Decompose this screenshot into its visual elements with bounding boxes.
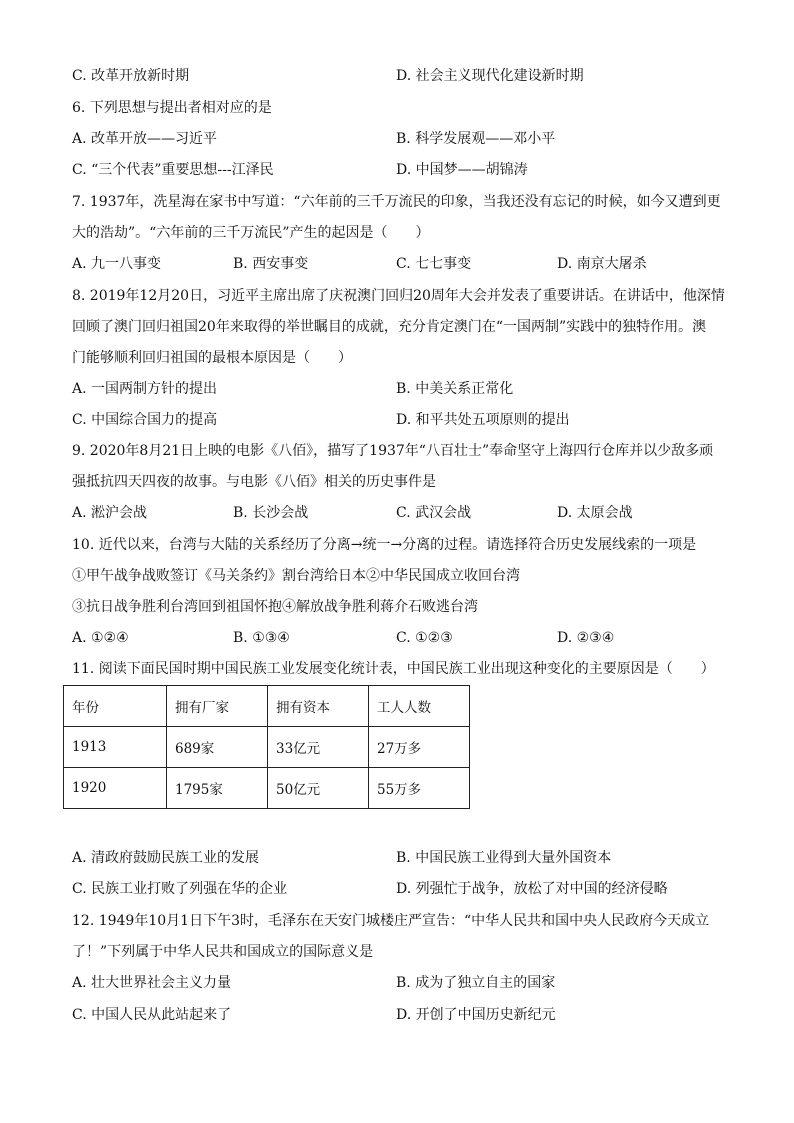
table-cell: 55万多 xyxy=(369,768,470,809)
table-header-cell: 拥有厂家 xyxy=(167,686,268,727)
q8-option-d: D. 和平共处五项原则的提出 xyxy=(396,412,570,428)
q10-stem: 10. 近代以来，台湾与大陆的关系经历了分离→统一→分离的过程。请选择符合历史发展线索的一项是 xyxy=(72,537,697,553)
q11-stem: 11. 阅读下面民国时期中国民族工业发展变化统计表，中国民族工业出现这种变化的主要原因是（ ） xyxy=(72,661,715,677)
q5-option-d: D. 社会主义现代化建设新时期 xyxy=(396,68,584,84)
q6-option-d: D. 中国梦——胡锦涛 xyxy=(396,162,528,178)
q5-option-c: C. 改革开放新时期 xyxy=(72,68,190,84)
q9-option-d: D. 太原会战 xyxy=(557,505,633,521)
q12-option-c: C. 中国人民从此站起来了 xyxy=(72,1007,232,1023)
q10-item-line-1: ①甲午战争战败签订《马关条约》割台湾给日本②中华民国成立收回台湾 xyxy=(72,568,520,584)
q7-option-a: A. 九一八事变 xyxy=(72,256,162,272)
table-header-cell: 工人人数 xyxy=(369,686,470,727)
table-cell: 1913 xyxy=(64,727,167,768)
q7-stem-line-2: 大的浩劫”。“六年前的三千万流民”产生的起因是（ ） xyxy=(72,225,430,241)
table-header-cell: 拥有资本 xyxy=(268,686,369,727)
q8-option-b: B. 中美关系正常化 xyxy=(396,381,514,397)
q9-stem-line-1: 9. 2020年8月21日上映的电影《八佰》，描写了1937年“八百壮士”奉命坚守上海四行仓库并以少敌多顽 xyxy=(72,443,714,459)
q12-option-d: D. 开创了中国历史新纪元 xyxy=(396,1007,556,1023)
q7-option-d: D. 南京大屠杀 xyxy=(557,256,647,272)
q12-option-b: B. 成为了独立自主的国家 xyxy=(396,975,556,991)
q10-option-b: B. ①③④ xyxy=(233,630,290,646)
q11-option-d: D. 列强忙于战争，放松了对中国的经济侵略 xyxy=(396,881,668,897)
q8-stem-line-2: 回顾了澳门回归祖国20年来取得的举世瞩目的成就，充分肯定澳门在“一国两制”实践中的独特作用。澳 xyxy=(72,319,707,335)
table-header-row xyxy=(64,686,470,727)
q10-option-c: C. ①②③ xyxy=(396,630,453,646)
table-row xyxy=(64,727,470,768)
q7-stem-line-1: 7. 1937年，冼星海在家书中写道：“六年前的三千万流民的印象，当我还没有忘记的时候，如今又遭到更 xyxy=(72,194,721,210)
q6-option-b: B. 科学发展观——邓小平 xyxy=(396,131,556,147)
q8-stem-line-3: 门能够顺利回归祖国的最根本原因是（ ） xyxy=(72,350,352,366)
q12-option-a: A. 壮大世界社会主义力量 xyxy=(72,975,232,991)
q11-option-c: C. 民族工业打败了列强在华的企业 xyxy=(72,881,288,897)
q7-option-c: C. 七七事变 xyxy=(396,256,472,272)
q9-option-c: C. 武汉会战 xyxy=(396,505,472,521)
q9-option-a: A. 淞沪会战 xyxy=(72,505,148,521)
q12-stem-line-2: 了！”下列属于中华人民共和国成立的国际意义是 xyxy=(72,944,374,960)
table-cell: 33亿元 xyxy=(268,727,369,768)
table-header-cell: 年份 xyxy=(64,686,167,727)
table-cell: 1920 xyxy=(64,768,167,809)
table-cell: 1795家 xyxy=(167,768,268,809)
table-cell: 689家 xyxy=(167,727,268,768)
q11-option-b: B. 中国民族工业得到大量外国资本 xyxy=(396,850,612,866)
q8-stem-line-1: 8. 2019年12月20日，习近平主席出席了庆祝澳门回归20周年大会并发表了重要讲话。在讲话中，他深情 xyxy=(72,288,725,304)
q12-stem-line-1: 12. 1949年10月1日下午3时，毛泽东在天安门城楼庄严宣告：“中华人民共和国中央人民政府今天成立 xyxy=(72,913,710,929)
q10-option-a: A. ①②④ xyxy=(72,630,129,646)
q6-stem: 6. 下列思想与提出者相对应的是 xyxy=(72,100,272,116)
q7-option-b: B. 西安事变 xyxy=(233,256,309,272)
q10-option-d: D. ②③④ xyxy=(557,630,615,646)
q9-stem-line-2: 强抵抗四天四夜的故事。与电影《八佰》相关的历史事件是 xyxy=(72,474,436,490)
q9-option-b: B. 长沙会战 xyxy=(233,505,309,521)
q6-option-a: A. 改革开放——习近平 xyxy=(72,131,218,147)
q10-item-line-2: ③抗日战争胜利台湾回到祖国怀抱④解放战争胜利蒋介石败逃台湾 xyxy=(72,599,478,615)
industry-stats-table xyxy=(63,685,470,809)
q11-option-a: A. 清政府鼓励民族工业的发展 xyxy=(72,850,260,866)
q8-option-a: A. 一国两制方针的提出 xyxy=(72,381,218,397)
q8-option-c: C. 中国综合国力的提高 xyxy=(72,412,218,428)
table-cell: 50亿元 xyxy=(268,768,369,809)
table-row xyxy=(64,768,470,809)
q6-option-c: C. “三个代表”重要思想---江泽民 xyxy=(72,162,274,178)
table-cell: 27万多 xyxy=(369,727,470,768)
